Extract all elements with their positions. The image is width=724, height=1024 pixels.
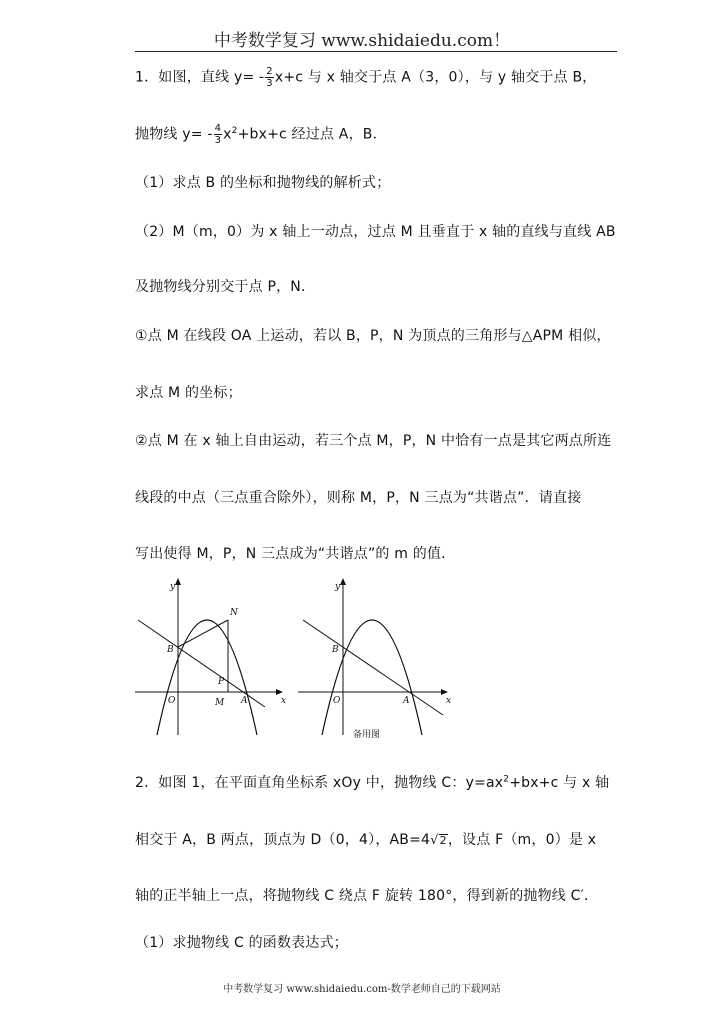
sqrt-radicand: 2 [439,834,447,847]
page-header: 中考数学复习 www.shidaiedu.com！ [213,31,511,51]
right-x-axis-arrow [441,689,448,695]
sqrt-symbol: √ [430,833,439,848]
left-y-axis-arrow [175,578,181,585]
problem1-line1 [135,66,596,89]
problem1-line1-a: 1．如图，直线 y= - [135,69,265,86]
problem1-case2-line2: 线段的中点（三点重合除外），则称 M，P，N 三点为“共谐点”．请直接 [135,490,582,506]
problem2-line2 [135,829,596,849]
left-figure [135,578,286,735]
fraction-2-3 [265,66,274,89]
problem2-line2-b: ，设点 F（m，0）是 x [447,832,597,848]
right-label-x: x [446,696,452,706]
left-label-p: P [218,677,225,687]
problem1-line2-c: +bx+c 经过点 A，B． [237,126,387,143]
right-line-ab [303,620,443,715]
left-x-axis-arrow [276,689,283,695]
right-parabola [322,620,422,735]
problem1-line2-b: x [223,126,232,143]
problem2-question1: （1）求抛物线 C 的函数表达式； [135,935,348,951]
left-line-ab [138,620,265,707]
header-divider [135,51,617,52]
problem1-question1: （1）求点 B 的坐标和抛物线的解析式； [135,175,391,191]
exponent: 2 [503,774,510,785]
figure-caption: 备用图 [353,730,381,740]
left-segment-bn [178,620,228,647]
left-label-b: B [167,645,174,655]
problem1-case2-line1: ②点 M 在 x 轴上自由运动，若三个点 M，P，N 中恰有一点是其它两点所连 [135,433,612,449]
exponent: 2 [231,125,238,136]
problem2-line2-a: 相交于 A，B 两点，顶点为 D（0，4），AB=4 [135,832,431,848]
page-footer: 中考数学复习 www.shidaiedu.com-数学老师自己的下载网站 [223,984,501,995]
left-parabola [157,620,257,735]
problem1-question2-line1: （2）M（m，0）为 x 轴上一动点，过点 M 且垂直于 x 轴的直线与直线 AB [135,224,616,240]
left-label-a: A [241,696,248,706]
left-label-n: N [230,608,238,618]
problem1-case1-line2: 求点 M 的坐标； [135,385,242,401]
right-label-b: B [332,645,339,655]
problem1-line2 [135,123,387,146]
left-label-o: O [168,696,176,706]
right-label-o: O [333,696,341,706]
fraction-numerator: 4 [214,123,222,134]
problem2-line1 [135,772,609,792]
problem1-line1-b: x+c 与 x 轴交于点 A（3，0），与 y 轴交于点 B， [274,69,597,86]
problem2-line1-b: +bx+c 与 x 轴 [509,775,610,791]
problem1-question2-line2: 及抛物线分别交于点 P，N． [135,279,316,295]
fraction-4-3 [214,123,223,146]
left-label-m: M [215,698,225,708]
fraction-denominator: 3 [266,78,273,89]
problem1-figures [135,575,455,745]
problem1-case2-line3: 写出使得 M，P，N 三点成为“共谐点”的 m 的值． [135,546,456,562]
problem1-figures-svg [135,575,455,745]
problem1-line2-a: 抛物线 y= - [135,126,213,143]
right-label-a: A [403,696,410,706]
left-label-y: y [170,582,176,592]
left-label-x: x [281,696,287,706]
problem2-line3: 轴的正半轴上一点，将抛物线 C 绕点 F 旋转 180°，得到新的抛物线 C′． [135,888,599,904]
right-label-y: y [335,582,341,592]
problem1-case1-line1: ①点 M 在线段 OA 上运动，若以 B，P，N 为顶点的三角形与△APM 相似， [135,328,611,344]
right-figure [298,578,451,740]
right-y-axis-arrow [340,578,346,585]
fraction-denominator: 3 [214,135,222,146]
fraction-numerator: 2 [266,66,273,77]
problem2-line1-a: 2．如图 1，在平面直角坐标系 xOy 中，抛物线 C：y=ax [135,775,504,791]
